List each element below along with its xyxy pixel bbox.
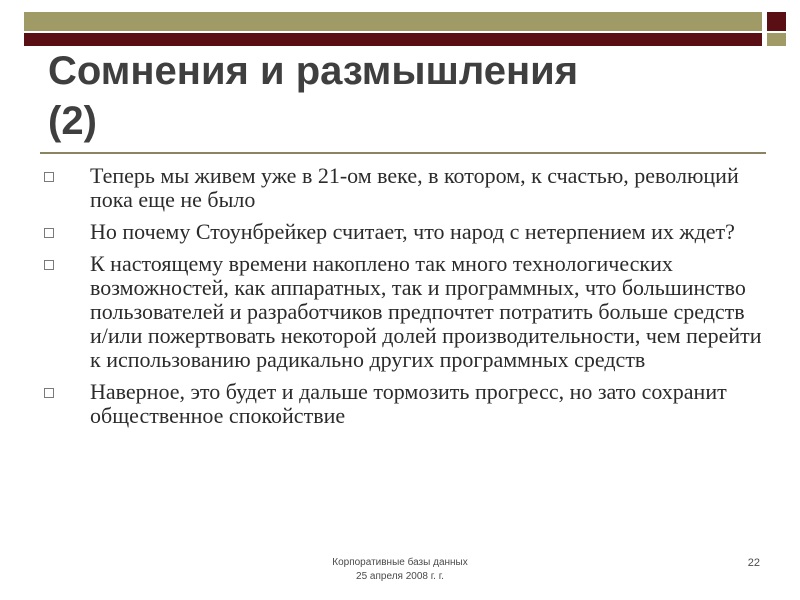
corner-square-olive bbox=[767, 33, 786, 46]
footer-date: 25 апреля 2008 г. г. bbox=[356, 571, 444, 582]
bullet-text: Наверное, это будет и дальше тормозить прогресс, но зато сохранит общественное спокойствие bbox=[90, 379, 727, 428]
page-number: 22 bbox=[747, 557, 760, 569]
bullet-item bbox=[42, 220, 762, 244]
bullet-text: К настоящему времени накоплено так много технологических возможностей, как аппаратных, так и программных, что большинство пользователей и разработчиков предпочтет потратить больше средств и/или пожертвовать некоторой долей производительности, чем перейти к использованию радикально других программных средств bbox=[90, 251, 762, 372]
slide-title-line-1: Сомнения и размышления bbox=[48, 49, 579, 93]
bullet-item bbox=[42, 380, 762, 428]
footer-course-title: Корпоративные базы данных bbox=[332, 557, 468, 568]
bullet-text: Но почему Стоунбрейкер считает, что народ с нетерпением их ждет? bbox=[90, 219, 735, 244]
bullet-item bbox=[42, 164, 762, 212]
square-bullet-icon bbox=[44, 172, 54, 182]
bullet-text: Теперь мы живем уже в 21-ом веке, в котором, к счастью, революций пока еще не было bbox=[90, 163, 739, 212]
slide-title-line-2: (2) bbox=[48, 99, 97, 143]
header-band-olive bbox=[24, 12, 762, 31]
bullet-item bbox=[42, 252, 762, 372]
square-bullet-icon bbox=[44, 388, 54, 398]
header-band-maroon bbox=[24, 33, 762, 46]
bullet-list bbox=[42, 164, 762, 436]
square-bullet-icon bbox=[44, 228, 54, 238]
title-divider bbox=[40, 152, 766, 154]
footer-info bbox=[280, 556, 520, 584]
slide-title bbox=[48, 46, 748, 146]
square-bullet-icon bbox=[44, 260, 54, 270]
corner-square-maroon bbox=[767, 12, 786, 31]
